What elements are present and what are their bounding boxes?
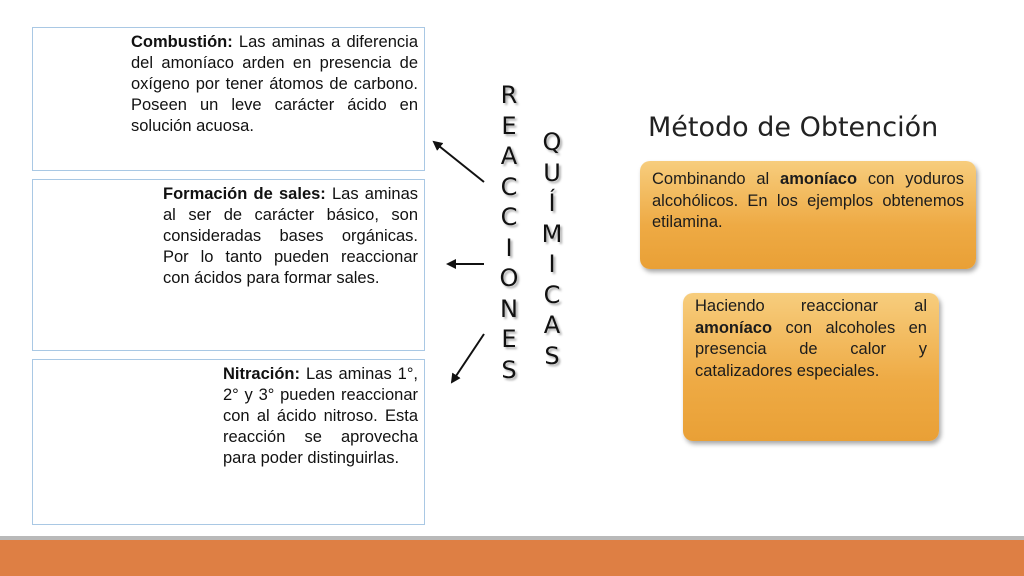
method-card-2 — [683, 293, 939, 441]
salt-formation-text: Las aminas al ser de carácter básico, son consideradas bases orgánicas. Por lo tanto pueden reaccionar con ácidos para formar sales. — [163, 185, 418, 287]
method-card-1 — [640, 161, 976, 269]
letter: C — [500, 203, 518, 231]
card2-bold: amoníaco — [695, 318, 773, 337]
card1-bold: amoníaco — [780, 170, 858, 188]
letter: R — [500, 81, 518, 109]
quimicas-vertical-word — [535, 127, 569, 371]
combustion-box — [32, 27, 425, 171]
combustion-text: Las aminas a diferencia del amoníaco arden en presencia de oxígeno por tener átomos de carbono. Poseen un leve carácter ácido en solución acuosa. — [131, 33, 418, 135]
nitration-box — [32, 359, 425, 525]
salt-formation-box — [32, 179, 425, 351]
letter: C — [543, 280, 561, 309]
nitration-label: Nitración: — [223, 365, 301, 383]
letter: M — [541, 219, 563, 248]
combustion-label: Combustión: — [131, 33, 233, 51]
reacciones-vertical-word — [492, 80, 526, 385]
letter: U — [543, 158, 561, 187]
letter: A — [543, 311, 561, 339]
letter: Q — [542, 128, 562, 156]
footer-bar — [0, 540, 1024, 576]
letter: I — [505, 233, 513, 262]
letter: N — [500, 294, 518, 323]
letter: C — [500, 172, 518, 201]
card1-text-pre: Combinando al — [652, 170, 781, 188]
letter: E — [501, 111, 517, 140]
card2-text-pre: Haciendo reaccionar al — [695, 297, 927, 315]
arrow-to-combustion — [434, 142, 484, 182]
letter: I — [548, 250, 556, 278]
method-title: Método de Obtención — [648, 112, 939, 143]
letter: A — [500, 142, 518, 170]
salt-formation-label: Formación de sales: — [163, 185, 326, 203]
letter: O — [499, 264, 519, 292]
letter: Í — [548, 189, 556, 217]
letter: E — [501, 325, 517, 353]
letter: S — [544, 341, 560, 370]
nitration-text: Las aminas 1°, 2° y 3° pueden reaccionar con al ácido nitroso. Esta reacción se aprovecha para poder distinguirlas. — [223, 365, 418, 467]
card2-text-post: con alcoholes en presencia de calor y catalizadores especiales. — [695, 318, 927, 380]
letter: S — [501, 355, 517, 384]
card1-text-post: con yoduros alcohólicos. En los ejemplos obtenemos etilamina. — [652, 170, 964, 231]
arrow-to-nitration — [452, 334, 484, 382]
